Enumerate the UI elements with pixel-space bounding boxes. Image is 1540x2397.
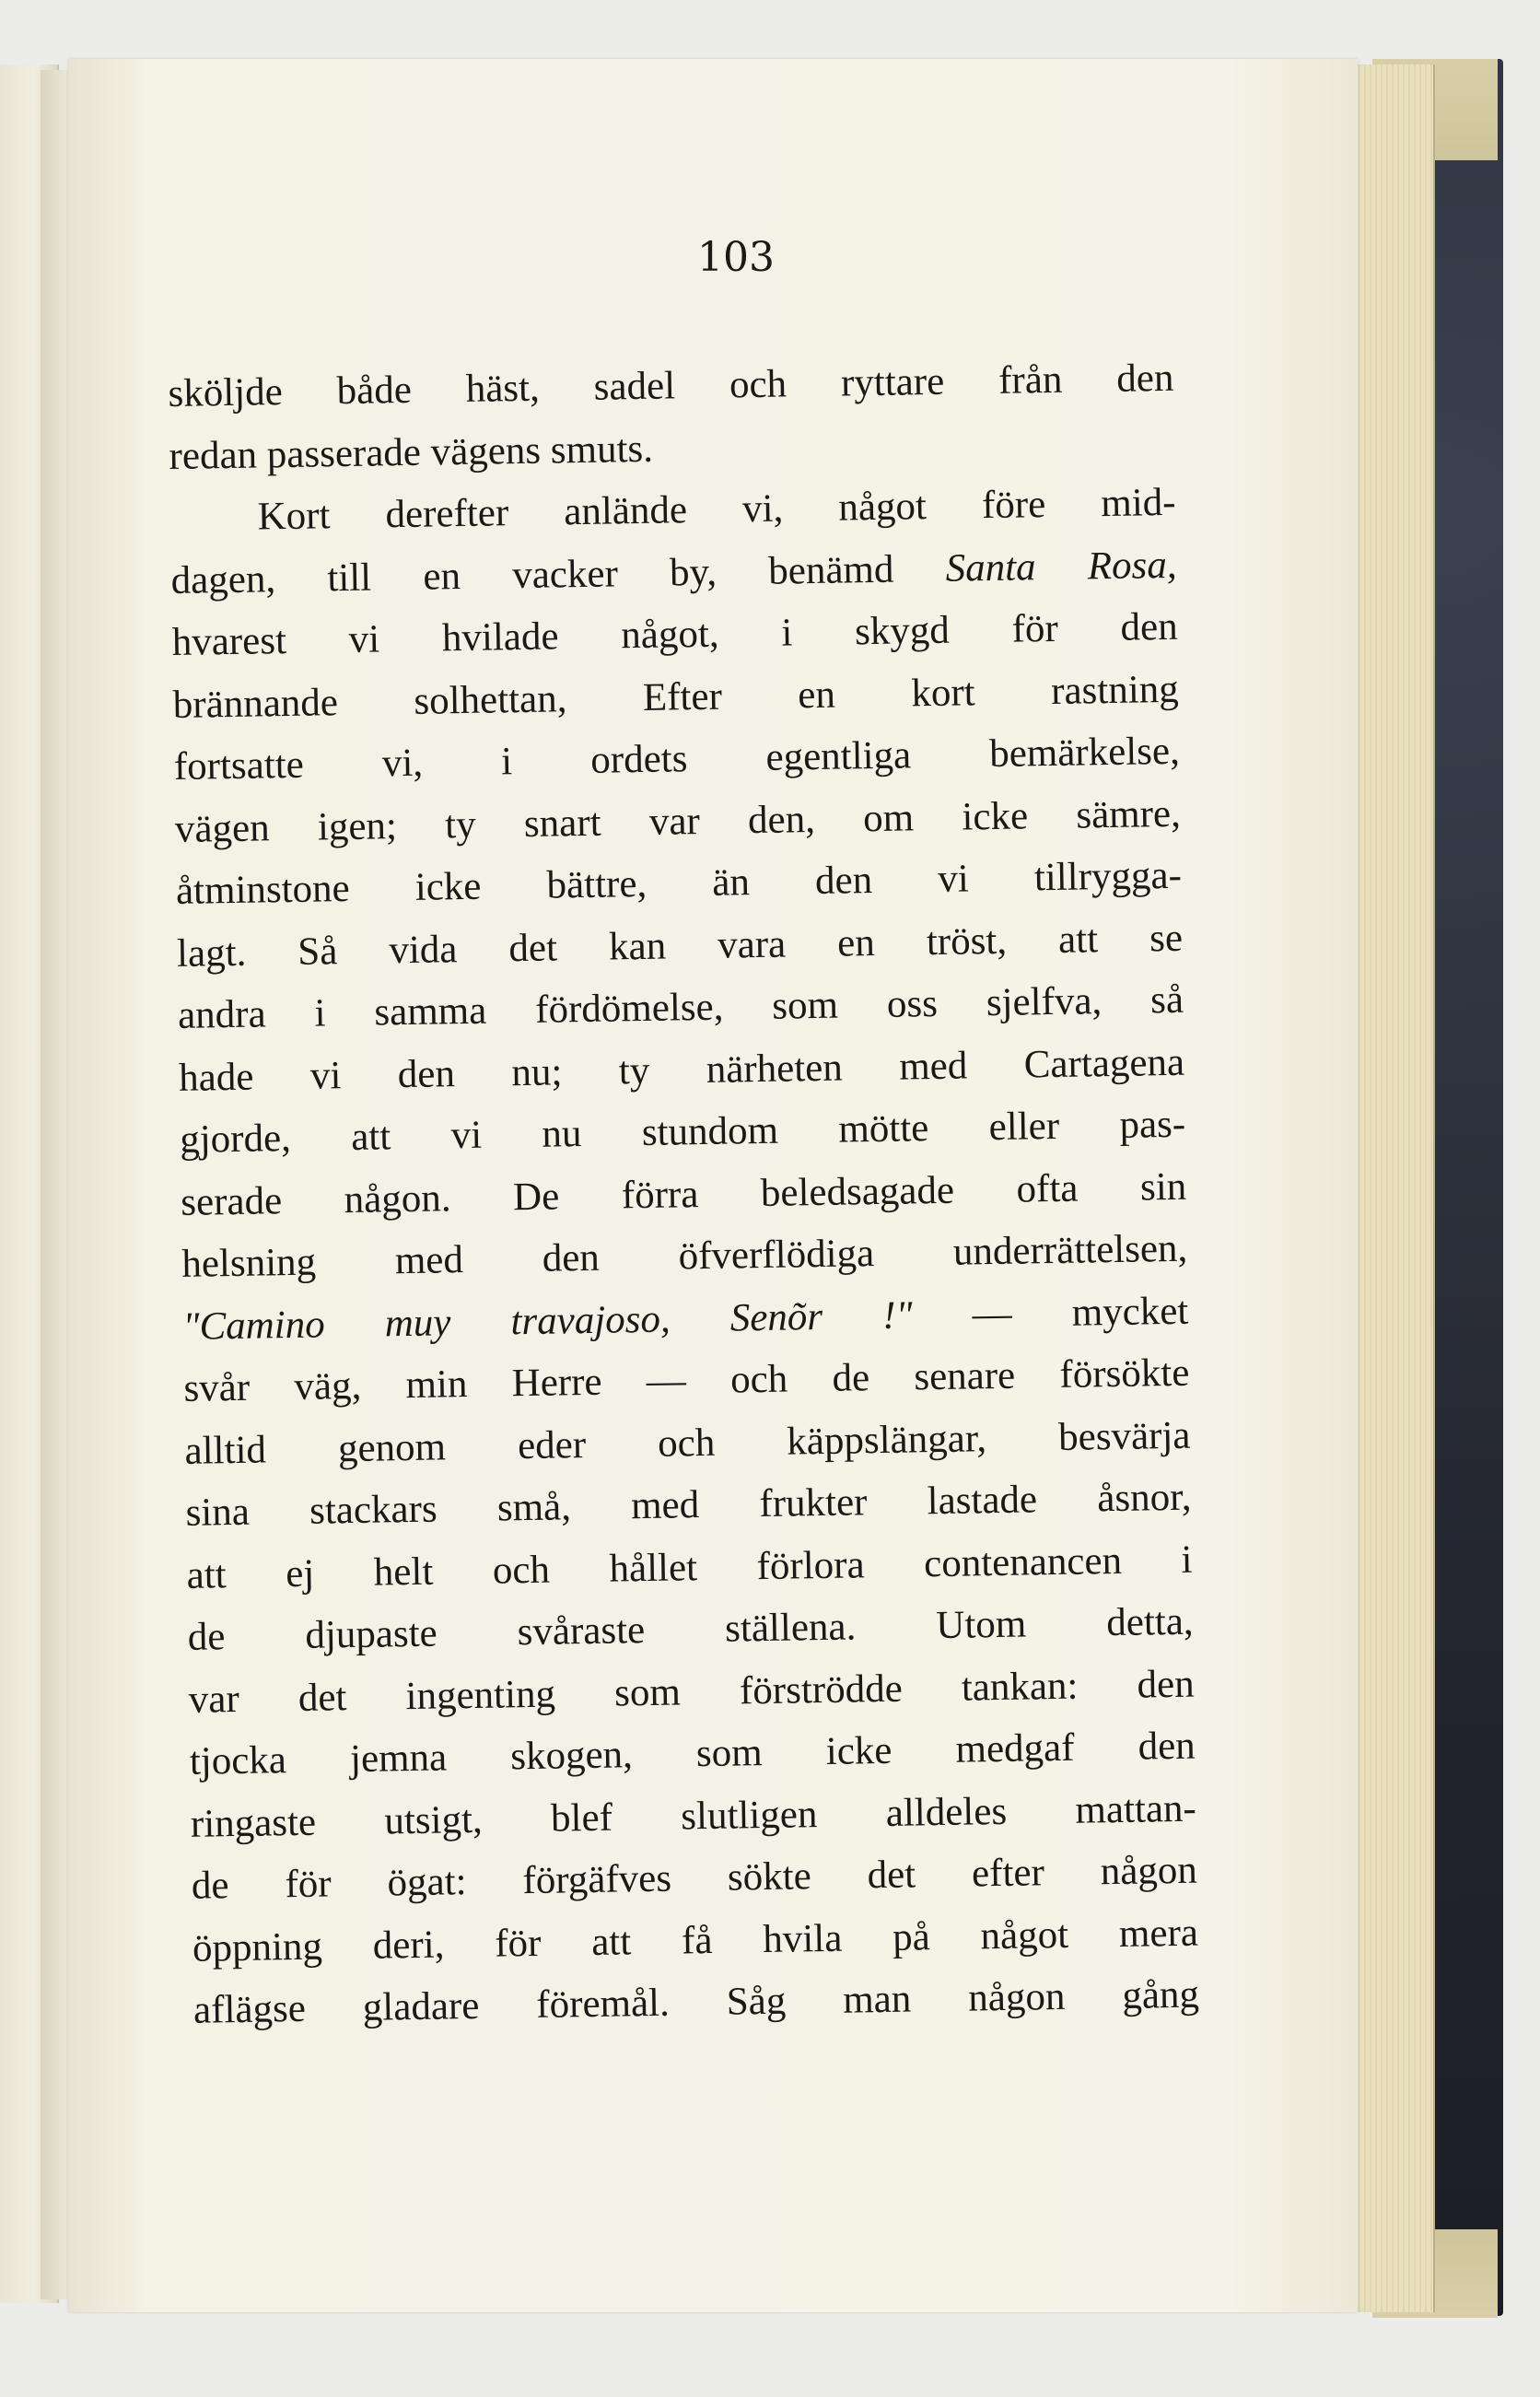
text-line: åtminstone icke bättre, än den vi tillrygga-: [175, 853, 1183, 913]
text-line: de för ögat: förgäfves sökte det efter någon: [191, 1848, 1198, 1908]
text-line: alltid genom eder och käppslängar, besvärja: [184, 1413, 1191, 1473]
text-line: svår väg, min Herre — och de senare försökte: [183, 1351, 1190, 1410]
italic-spanish-quote: "Camino muy travajoso, Senõr !": [182, 1292, 913, 1349]
text-line: tjocka jemna skogen, som icke medgaf den: [189, 1724, 1196, 1783]
italic-place-name: Santa Rosa,: [945, 543, 1177, 590]
text-line: hvarest vi hvilade något, i skygd för den: [171, 604, 1179, 664]
page-stack-edge: [1350, 64, 1435, 2312]
book-page: [68, 59, 1358, 2312]
text-line: aflägse gladare föremål. Såg man någon gång: [192, 1972, 1200, 2032]
text-line: fortsatte vi, i ordets egentliga bemärkelse,: [173, 729, 1181, 789]
text-line: serade någon. De förra beledsagade ofta sin: [180, 1164, 1187, 1224]
text-line: ringaste utsigt, blef slutligen alldeles mattan-: [190, 1786, 1197, 1846]
text-line: sina stackars små, med frukter lastade åsnor,: [185, 1475, 1192, 1535]
book-gutter: [41, 70, 72, 2299]
text-line: de djupaste svåraste ställena. Utom detta,: [187, 1599, 1194, 1659]
text-line: gjorde, att vi nu stundom mötte eller pas-: [179, 1102, 1186, 1162]
text-line: "Camino muy travajoso, Senõr !" — mycket: [182, 1289, 1189, 1349]
text-line: Kort derefter anlände vi, något före mid-: [257, 480, 1176, 539]
text-line: hade vi den nu; ty närheten med Cartagena: [178, 1040, 1185, 1100]
page-number: 103: [697, 234, 775, 281]
text-line: brännande solhettan, Efter en kort rastning: [172, 667, 1180, 727]
text-line: helsning med den öfverflödiga underrättelsen,: [181, 1226, 1188, 1286]
text-line: dagen, till en vacker by, benämd Santa Rosa,: [170, 543, 1177, 602]
text-line: var det ingenting som förströdde tankan: den: [188, 1662, 1196, 1722]
body-text: [168, 347, 1199, 2041]
text-line: andra i samma fördömelse, som oss sjelfva, så: [177, 977, 1184, 1037]
text-line: att ej helt och hållet förlora contenancen i: [186, 1538, 1193, 1597]
text-line: lagt. Så vida det kan vara en tröst, att se: [176, 916, 1184, 976]
text-line: redan passerade vägens smuts.: [169, 427, 654, 478]
text-line: vägen igen; ty snart var den, om icke sämre,: [174, 791, 1182, 851]
text-line: öppning deri, för att få hvila på något mera: [192, 1911, 1199, 1970]
text-line: sköljde både häst, sadel och ryttare från den: [168, 356, 1174, 415]
